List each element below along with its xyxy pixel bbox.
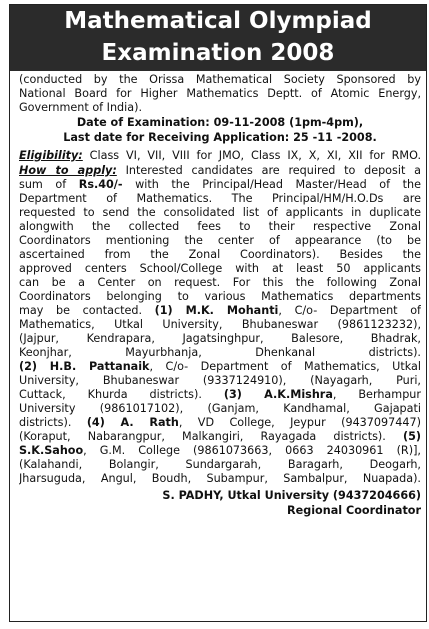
text-segment: Interested candidates are required to deposit a (116, 164, 421, 177)
text-segment: Last date for Receiving Application: 25 -11 -2008. (63, 131, 377, 144)
text-segment: (1) M.K. Mohanti (154, 304, 279, 317)
text-segment: University, Bhubaneswar (9337124910), (Nayagarh, Puri, (19, 374, 421, 387)
text-segment: (4) A. Rath (86, 416, 179, 429)
text-line (19, 178, 421, 192)
text-line (19, 346, 421, 360)
text-segment: , C/o- Department of (278, 304, 421, 317)
text-segment: Date of Examination: 09-11-2008 (1pm-4pm), (76, 116, 364, 129)
text-line (19, 206, 421, 220)
text-line (19, 192, 421, 206)
text-segment: districts). (19, 416, 87, 429)
text-segment: , C/o- Department of Mathematics, Utkal (149, 360, 421, 373)
text-segment: (3) A.K.Mishra (223, 388, 333, 401)
text-line (19, 374, 421, 388)
text-segment: National Board for Higher Mathematics Deptt. of Atomic Energy, (19, 87, 421, 100)
text-line (19, 116, 421, 130)
text-segment: (Kalahandi, Bolangir, Sundargarah, Baragarh, Deogarh, (19, 458, 421, 471)
text-line (19, 149, 421, 163)
text-segment: (5) (402, 430, 421, 443)
text-segment: alongwith the collected fees to their respective Zonal (19, 220, 421, 233)
text-line (19, 318, 421, 332)
text-segment: can be a Center on request. For this the following Zonal (19, 276, 421, 289)
text-line (19, 290, 421, 304)
text-line (19, 430, 421, 444)
text-line (19, 164, 421, 178)
text-segment: Eligibility: (19, 149, 83, 162)
text-segment: Regional Coordinator (287, 504, 421, 517)
text-line (19, 234, 421, 248)
text-segment: Jharsuguda, Angul, Boudh, Subampur, Sambalpur, Nuapada). (19, 472, 421, 485)
text-segment: S. PADHY, Utkal University (9437204666) (162, 489, 421, 502)
text-line (19, 87, 421, 101)
text-segment: Class VI, VII, VIII for JMO, Class IX, X, XI, XII for RMO. (82, 149, 421, 162)
text-segment: Rs.40/- (78, 178, 123, 191)
text-segment: Cuttack, Khurda districts). (19, 388, 224, 401)
text-line (19, 504, 421, 518)
text-segment: Coordinators belonging to various Mathematics departments (19, 290, 421, 303)
text-segment: may be contacted. (19, 304, 155, 317)
text-segment: (conducted by the Orissa Mathematical Society Sponsored by (19, 73, 421, 86)
text-line (19, 101, 421, 115)
text-segment: Department of Mathematics. The Principal/HM/H.O.Ds are (19, 192, 421, 205)
text-segment: Mathematics, Utkal University, Bhubaneswar (9861123232), (19, 318, 421, 331)
text-line (19, 444, 421, 458)
notice-banner (10, 5, 426, 71)
text-line (19, 248, 421, 262)
text-segment: sum of (19, 178, 79, 191)
text-segment: University (9861017102), (Ganjam, Kandhamal, Gajapati (19, 402, 421, 415)
text-line (19, 262, 421, 276)
text-segment: requested to send the consolidated list of applicants in duplicate (19, 206, 421, 219)
text-line (19, 388, 421, 402)
text-line (19, 458, 421, 472)
text-segment: , VD College, Jeypur (9437097447) (178, 416, 421, 429)
text-segment: , G.M. College (9861073663, 0663 24030961 (R)], (83, 444, 421, 457)
text-segment: ascertained from the Zonal Coordinators). Besides the (19, 248, 421, 261)
text-line (19, 73, 421, 87)
text-segment: with the Principal/Head Master/Head of the (122, 178, 421, 191)
notice-title-line1: Mathematical Olympiad (64, 8, 372, 34)
notice-title-line2: Examination 2008 (101, 40, 335, 66)
text-line (19, 131, 421, 145)
text-segment: (Koraput, Nabarangpur, Malkangiri, Rayagada districts). (19, 430, 403, 443)
text-line (19, 220, 421, 234)
text-line (19, 489, 421, 503)
text-segment: approved centers School/College with at least 50 applicants (19, 262, 421, 275)
text-segment: How to apply: (19, 164, 117, 177)
exam-notice (9, 4, 427, 622)
text-line (19, 276, 421, 290)
text-line (19, 402, 421, 416)
text-segment: , Berhampur (332, 388, 421, 401)
text-segment: Keonjhar, Mayurbhanja, Dhenkanal districts). (19, 346, 421, 359)
text-segment: S.K.Sahoo (19, 444, 84, 457)
text-segment: (Jajpur, Kendrapara, Jagatsinghpur, Balesore, Bhadrak, (19, 332, 421, 345)
text-line (19, 472, 421, 486)
text-line (19, 416, 421, 430)
text-line (19, 332, 421, 346)
text-line (19, 304, 421, 318)
text-segment: Government of India). (19, 101, 143, 114)
text-segment: (2) H.B. Pattanaik (19, 360, 150, 373)
text-line (19, 360, 421, 374)
text-segment: Coordinators mentioning the center of appearance (to be (19, 234, 421, 247)
